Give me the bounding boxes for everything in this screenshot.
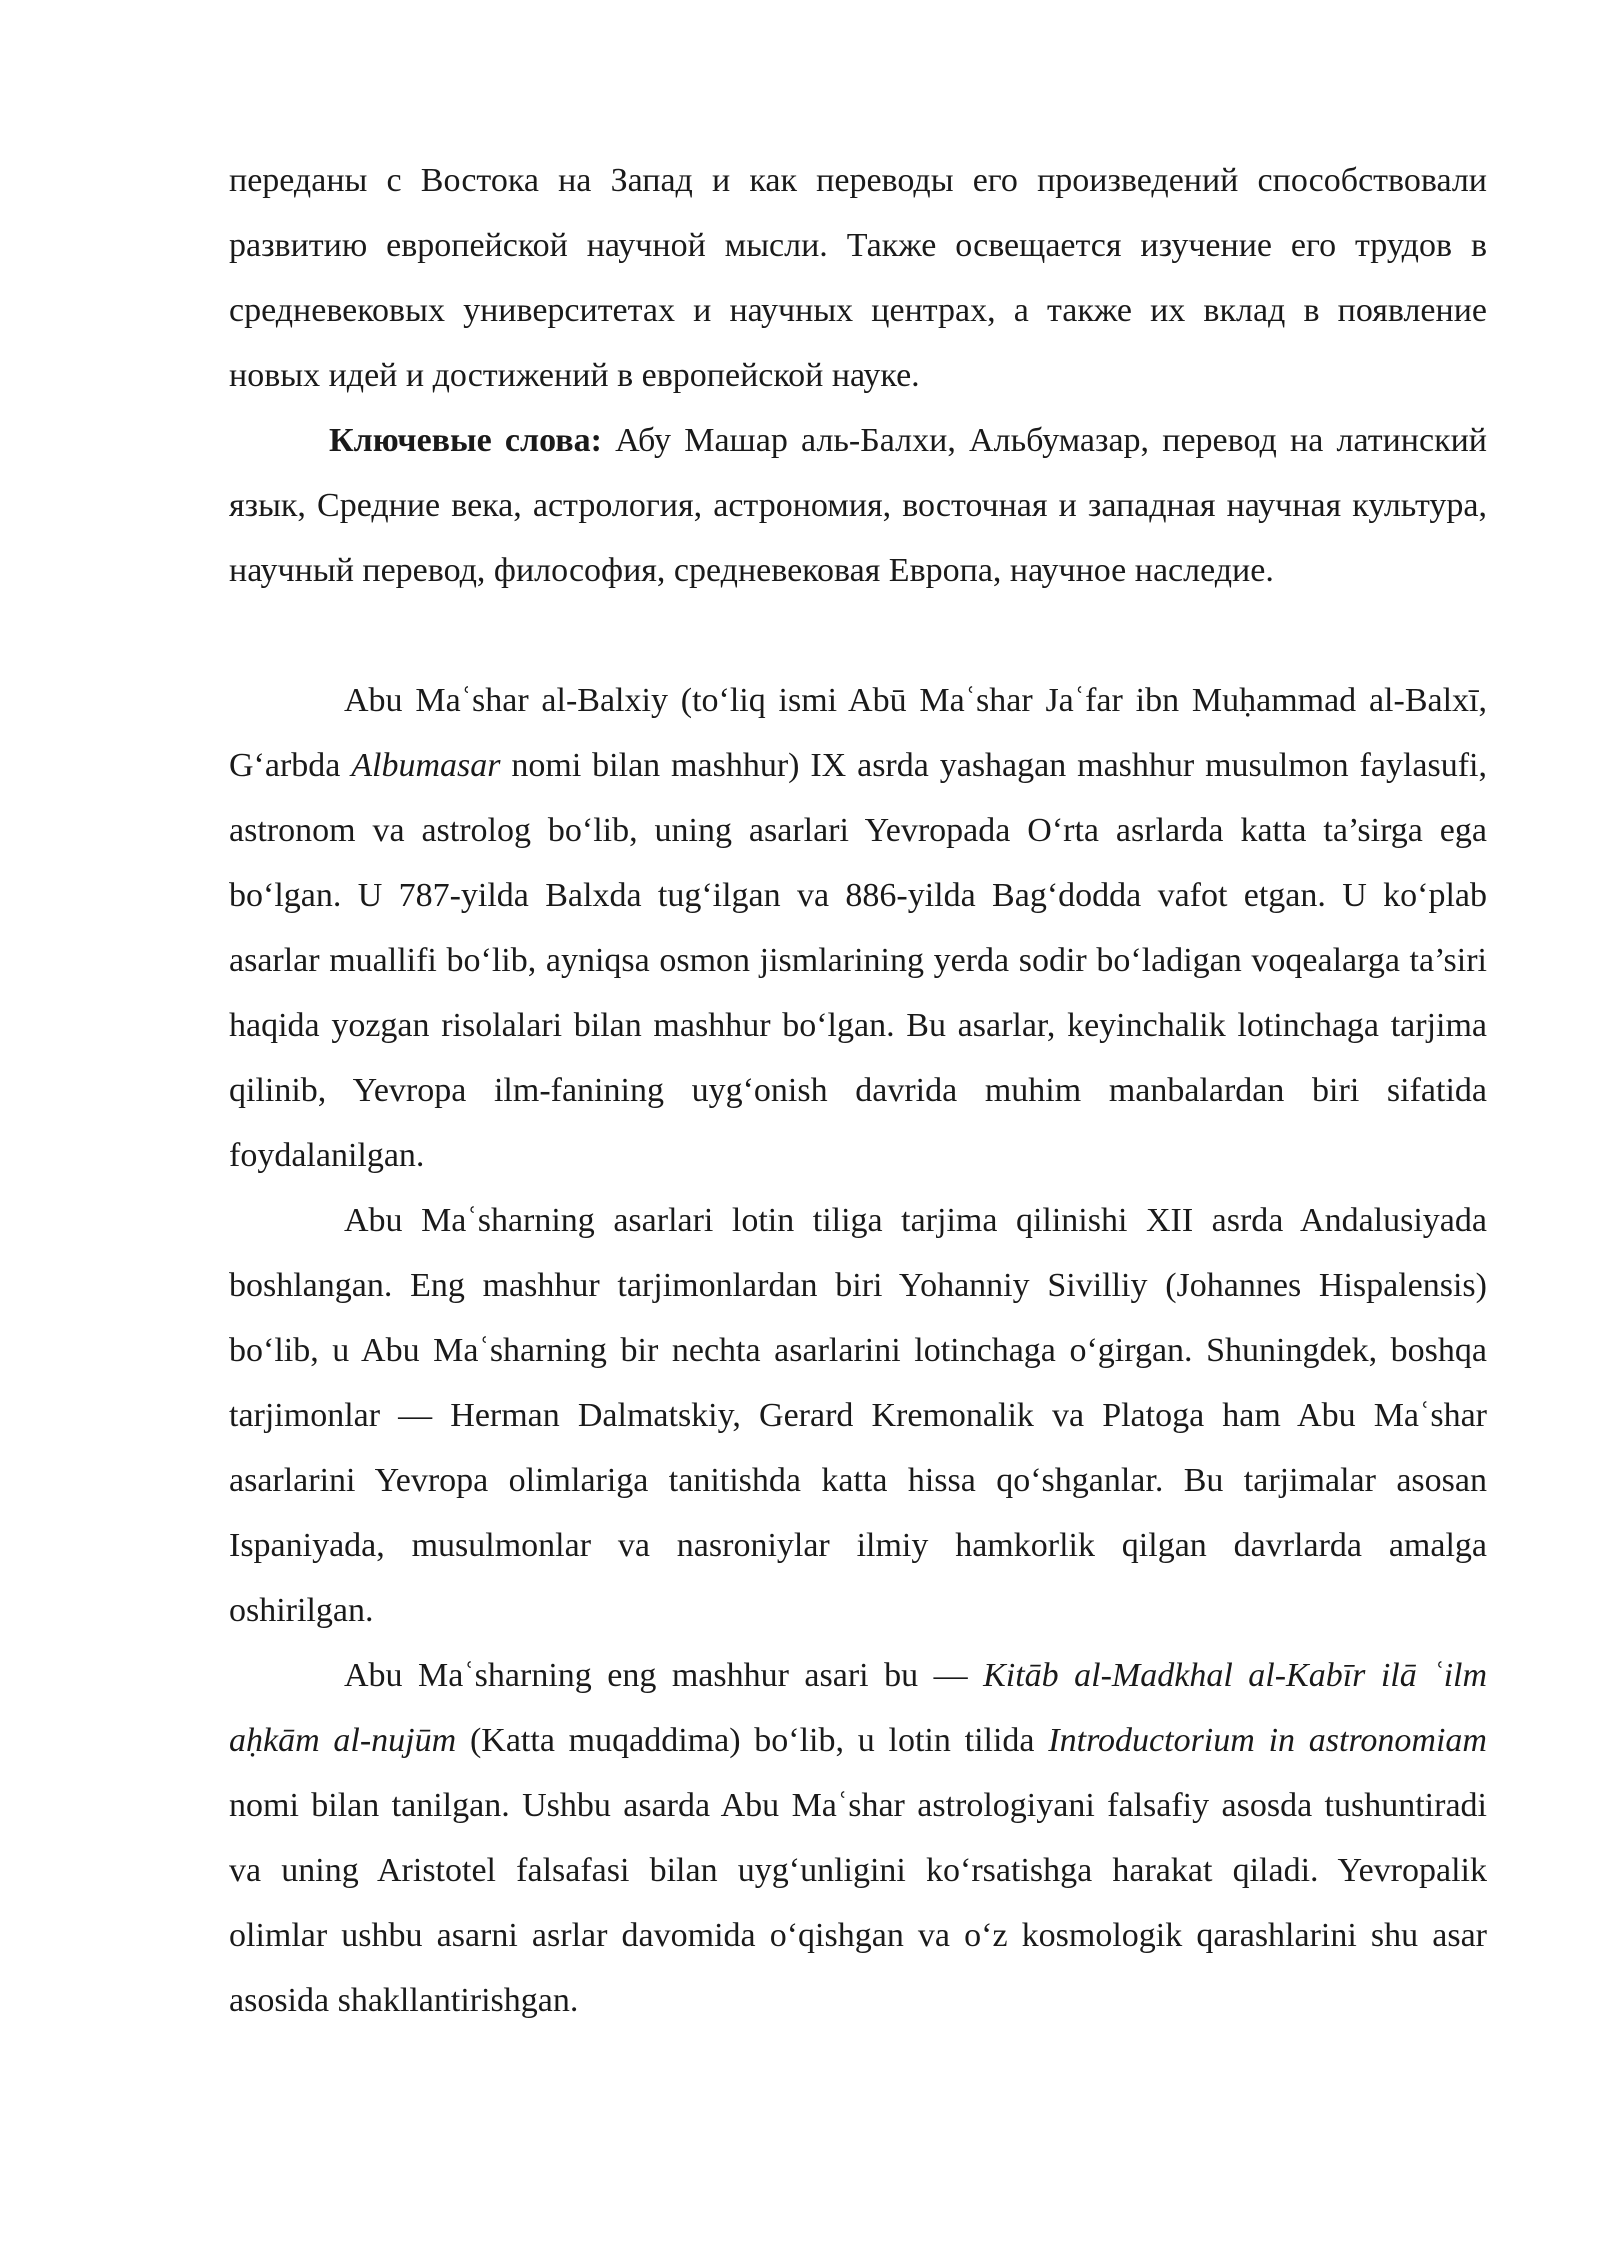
body-paragraph-1	[229, 668, 1487, 1188]
body-p3-italic-title-arabic: Kitāb al-Madkhal al-Kabīr ilā ʿilm aḥkām al-nujūm	[229, 1657, 1488, 1759]
keywords-paragraph	[229, 408, 1487, 603]
abstract-continuation-text: переданы с Востока на Запад и как переводы его произведений способствовали развитию европейской научной мысли. Также освещается изучение его трудов в средневековых университетах и научных центрах, а также их вклад в появление новых идей и достижений в европейской науке.	[229, 162, 1487, 394]
body-p3-italic-title-latin: Introductorium in astronomiam	[1048, 1722, 1487, 1759]
keywords-text: Абу Машар аль-Балхи, Альбумазар, перевод на латинский язык, Средние века, астрология, астрономия, восточная и западная научная культура, научный перевод, философия, средневековая Европа, научное наследие.	[229, 422, 1487, 589]
section-gap	[229, 603, 1487, 668]
abstract-continuation-paragraph	[229, 148, 1487, 408]
body-paragraph-2	[229, 1188, 1487, 1643]
body-p1-italic-albumasar: Albumasar	[351, 747, 501, 784]
body-p3-text-c: nomi bilan tanilgan. Ushbu asarda Abu Maʿshar astrologiyani falsafiy asosda tushuntiradi va uning Aristotel falsafasi bilan uygʻunligini koʻrsatishga harakat qiladi. Yevropalik olimlar ushbu asarni asrlar davomida oʻqishgan va oʻz kosmologik qarashlarini shu asar asosida shakllantirishgan.	[229, 1787, 1487, 2019]
body-p3-text-b: (Katta muqaddima) boʻlib, u lotin tilida	[456, 1722, 1049, 1759]
keywords-label: Ключевые слова:	[329, 422, 602, 459]
body-p3-text-a: Abu Maʿsharning eng mashhur asari bu —	[344, 1657, 984, 1694]
body-p2-text: Abu Maʿsharning asarlari lotin tiliga tarjima qilinishi XII asrda Andalusiyada boshlangan. Eng mashhur tarjimonlardan biri Yohanniy Sivilliy (Johannes Hispalensis) boʻlib, u Abu Maʿsharning bir nechta asarlarini lotinchaga oʻgirgan. Shuningdek, boshqa tarjimonlar — Herman Dalmatskiy, Gerard Kremonalik va Platoga ham Abu Maʿshar asarlarini Yevropa olimlariga tanitishda katta hissa qoʻshganlar. Bu tarjimalar asosan Ispaniyada, musulmonlar va nasroniylar ilmiy hamkorlik qilgan davrlarda amalga oshirilgan.	[229, 1202, 1487, 1629]
body-p1-text-b: nomi bilan mashhur) IX asrda yashagan mashhur musulmon faylasufi, astronom va astrolog boʻlib, uning asarlari Yevropada Oʻrta asrlarda katta ta’sirga ega boʻlgan. U 787-yilda Balxda tugʻilgan va 886-yilda Bagʻdodda vafot etgan. U koʻplab asarlar muallifi boʻlib, ayniqsa osmon jismlarining yerda sodir boʻladigan voqealarga ta’siri haqida yozgan risolalari bilan mashhur boʻlgan. Bu asarlar, keyinchalik lotinchaga tarjima qilinib, Yevropa ilm-fanining uygʻonish davrida muhim manbalardan biri sifatida foydalanilgan.	[229, 747, 1488, 1174]
body-paragraph-3	[229, 1643, 1487, 2033]
body-p1-text-a: Abu Maʿshar al-Balxiy (toʻliq ismi Abū Maʿshar Jaʿfar ibn Muḥammad al-Balxī, Gʻarbda	[229, 682, 1487, 784]
document-page	[229, 148, 1487, 2033]
